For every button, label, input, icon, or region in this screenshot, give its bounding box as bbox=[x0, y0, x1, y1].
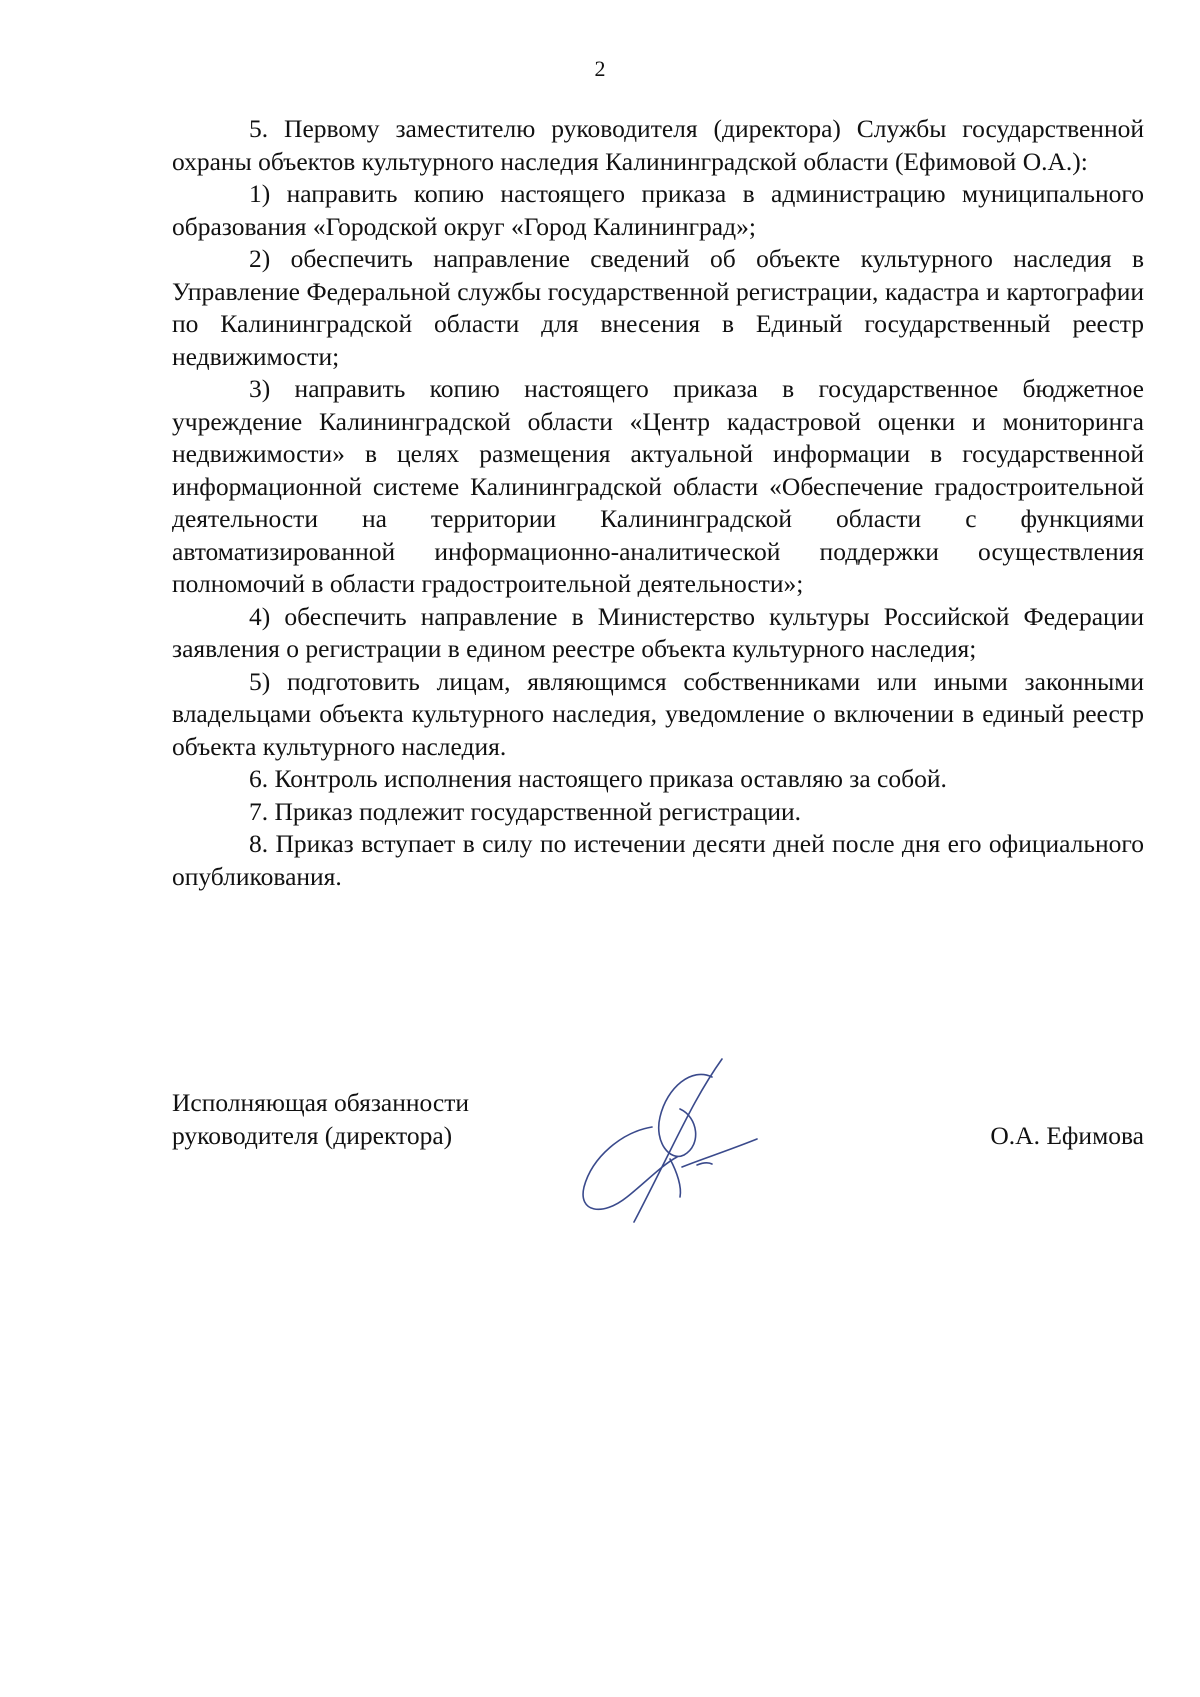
paragraph-item-5: 5. Первому заместителю руководителя (директора) Службы государственной охраны объектов культурного наследия Калининградской области (Ефимовой О.А.): bbox=[172, 114, 1144, 176]
signatory-name: О.А. Ефимова bbox=[990, 1120, 1144, 1150]
signatory-position-line2: руководителя (директора) bbox=[172, 1120, 453, 1150]
document-body bbox=[172, 113, 1144, 893]
paragraph-item-6: 6. Контроль исполнения настоящего приказа оставляю за собой. bbox=[249, 764, 947, 793]
handwritten-signature bbox=[552, 1047, 792, 1237]
paragraph-subitem-4: 4) обеспечить направление в Министерство культуры Российской Федерации заявления о регистрации в едином реестре объекта культурного наследия; bbox=[172, 601, 1144, 663]
signatory-position bbox=[172, 1087, 572, 1152]
signature-block bbox=[172, 1087, 1144, 1237]
page-number: 2 bbox=[594, 56, 606, 81]
paragraph-subitem-1: 1) направить копию настоящего приказа в администрацию муниципального образования «Городской округ «Город Калининград»; bbox=[172, 179, 1144, 241]
paragraph-subitem-3: 3) направить копию настоящего приказа в государственное бюджетное учреждение Калининградской области «Центр кадастровой оценки и мониторинга недвижимости» в целях размещения актуальной информации в государственной информационной системе Калининградской области «Обеспечение градостроительной деятельности на территории Калининградской области с функциями автоматизированной информационно-аналитической поддержки осуществления полномочий в области градостроительной деятельности»; bbox=[172, 374, 1144, 598]
handwritten-signature-graphic bbox=[552, 1047, 792, 1237]
paragraph-item-7: 7. Приказ подлежит государственной регистрации. bbox=[249, 796, 801, 826]
signatory-position-line1: Исполняющая обязанности bbox=[172, 1088, 469, 1117]
paragraph-item-8: 8. Приказ вступает в силу по истечении десяти дней после дня его официального опубликования. bbox=[172, 829, 1144, 891]
paragraph-subitem-5: 5) подготовить лицам, являющимся собственниками или иными законными владельцами объекта культурного наследия, уведомление о включении в единый реестр объекта культурного наследия. bbox=[172, 666, 1144, 761]
paragraph-subitem-2: 2) обеспечить направление сведений об объекте культурного наследия в Управление Федеральной службы государственной регистрации, кадастра и картографии по Калининградской области для внесения в Единый государственный реестр недвижимости; bbox=[172, 244, 1144, 371]
